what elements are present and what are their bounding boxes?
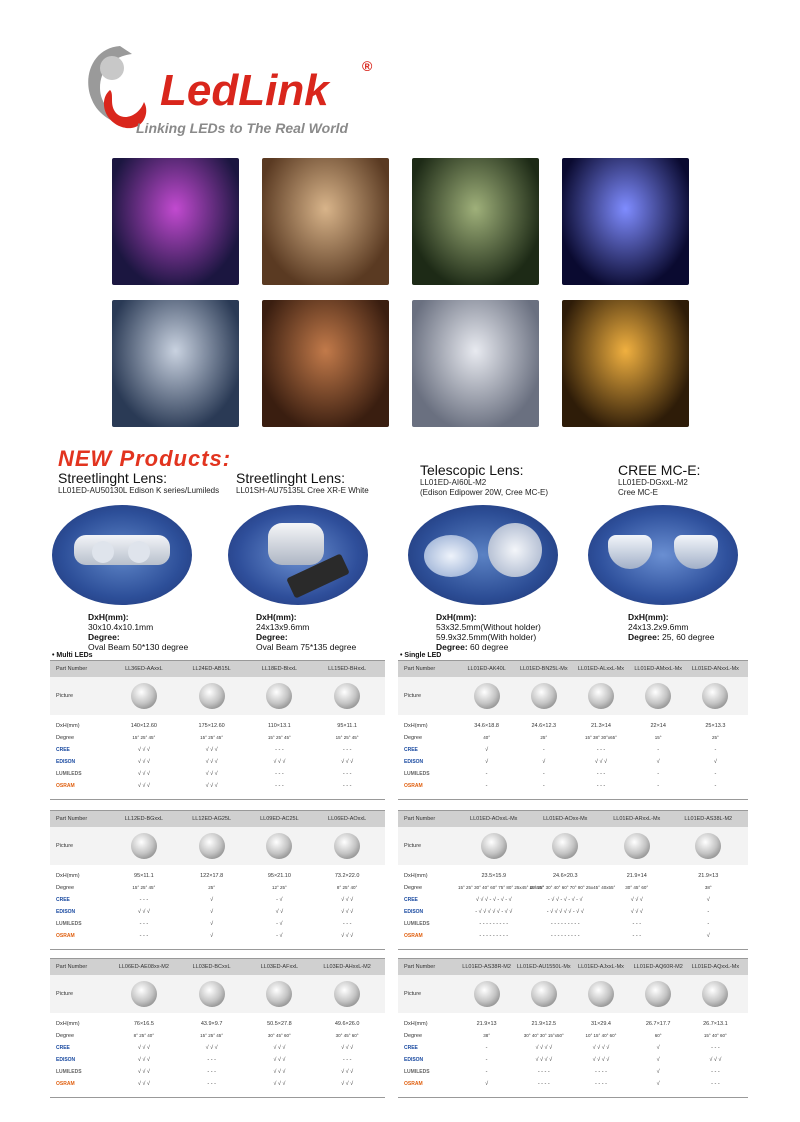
brand-logo-cree: CREE bbox=[404, 747, 418, 753]
brand-logo-osram: OSRAM bbox=[404, 1081, 423, 1087]
dxh-value: 24.6×12.3 bbox=[531, 723, 557, 729]
brand-logo-cree: CREE bbox=[56, 897, 70, 903]
brand-logo-edison: EDISON bbox=[56, 909, 76, 915]
spec-3: DxH(mm): 53x32.5mm(Without holder) 59.9x32.5mm(With holder) Degree: 60 degree bbox=[436, 612, 541, 652]
compat-osram: - - - - bbox=[595, 1081, 607, 1087]
compat-lum: - - - - bbox=[595, 1069, 607, 1075]
compat-osram: - - - bbox=[207, 1081, 216, 1087]
degree-value: 60° bbox=[654, 1033, 662, 1038]
row-label-picture: Picture bbox=[56, 693, 74, 699]
compat-cree: - bbox=[714, 747, 717, 753]
compat-cree: √ √ √ bbox=[205, 1045, 218, 1051]
compat-cree: √ √ √ √ bbox=[535, 1045, 553, 1051]
compat-edison: √ bbox=[656, 759, 660, 765]
product-sub: LL01ED-AU50130L Edison K series/Lumileds bbox=[58, 486, 220, 495]
registered-mark: ® bbox=[362, 58, 373, 74]
lens-icon bbox=[624, 833, 650, 859]
dxh-value: 140×12.60 bbox=[130, 723, 157, 729]
row-label-dxh: DxH(mm) bbox=[56, 723, 80, 729]
part-number: LL01ED-AK40L bbox=[467, 666, 506, 672]
compat-cree: √ bbox=[210, 897, 214, 903]
compat-cree: √ √ √ bbox=[273, 1045, 286, 1051]
degree-value: 8° 25° 40° bbox=[336, 885, 358, 890]
compat-osram: - - - - bbox=[537, 1081, 550, 1087]
compat-osram: √ √ √ bbox=[273, 1081, 286, 1087]
brand-logo-osram: OSRAM bbox=[404, 783, 423, 789]
degree-value: 15° 25° 45° bbox=[132, 885, 156, 890]
lens-icon bbox=[531, 981, 557, 1007]
brand-logo-lumileds: LUMILEDS bbox=[404, 1069, 430, 1075]
compat-lum: - - - bbox=[711, 1069, 720, 1075]
part-number: LL12ED-BGxxL bbox=[124, 816, 163, 822]
compat-lum: √ √ √ bbox=[137, 771, 150, 777]
brand-logo-edison: EDISON bbox=[404, 1057, 424, 1063]
degree-value: 15° bbox=[654, 735, 662, 740]
compat-lum: √ √ √ bbox=[273, 1069, 286, 1075]
row-label-picture: Picture bbox=[56, 843, 74, 849]
part-number: LL24ED-AB15L bbox=[192, 666, 231, 672]
compat-osram: - bbox=[542, 783, 545, 789]
compat-cree: √ √ √ bbox=[137, 747, 150, 753]
part-number: LL06ED-AE08xx-M2 bbox=[118, 964, 169, 970]
lens-icon bbox=[645, 683, 671, 709]
compat-lum: - bbox=[542, 771, 545, 777]
compat-lum: - √ bbox=[276, 921, 283, 927]
compat-edison: √ √ √ bbox=[709, 1057, 722, 1063]
brand-logo-cree: CREE bbox=[56, 747, 70, 753]
degree-value: 10° 15° 40° 60° bbox=[585, 1033, 617, 1038]
new-products-title: NEW Products: bbox=[58, 446, 232, 471]
picture-row bbox=[398, 975, 748, 1013]
part-number: LL01ED-AOxxL-Mx bbox=[470, 816, 518, 822]
degree-value: 30° 45° 60° bbox=[625, 885, 649, 890]
degree-value: 15° 40° 60° bbox=[703, 1033, 727, 1038]
part-number: LL01ED-ARxxL-Mx bbox=[613, 816, 661, 822]
product-sub: LL01ED-AI60L-M2 bbox=[420, 478, 487, 487]
compat-cree: √ √ √ bbox=[341, 1045, 354, 1051]
compat-edison: - √ √ √ √ √ - √ √ bbox=[546, 909, 584, 915]
dxh-value: 110×13.1 bbox=[268, 723, 291, 729]
compat-cree: - √ bbox=[276, 897, 283, 903]
product-streetlight-1 bbox=[58, 470, 219, 496]
compat-cree: - √ √ - √ - √ - √ bbox=[547, 897, 583, 903]
lens-icon bbox=[199, 981, 225, 1007]
fountain-photo bbox=[112, 158, 239, 285]
compat-osram: √ bbox=[210, 933, 214, 939]
degree-value: 30° 45° 60° bbox=[267, 1033, 291, 1038]
lens-icon bbox=[645, 981, 671, 1007]
led-lamp-closeup-photo bbox=[562, 300, 689, 427]
row-label-dxh: DxH(mm) bbox=[56, 873, 80, 879]
compat-osram: - bbox=[485, 783, 488, 789]
compat-osram: √ √ √ bbox=[341, 1081, 354, 1087]
multi-leds-title: • Multi LEDs bbox=[52, 652, 93, 659]
part-number: LL12ED-AG25L bbox=[192, 816, 232, 822]
part-number: LL01ED-AMxxL-Mx bbox=[634, 666, 683, 672]
compat-cree: √ bbox=[485, 747, 489, 753]
degree-value: 15° 25° 45° bbox=[200, 735, 224, 740]
part-number: LL01ED-AU1550L-Mx bbox=[516, 964, 571, 970]
compat-cree: - bbox=[485, 1045, 488, 1051]
part-number: LL03ED-AHxxL-M2 bbox=[323, 964, 371, 970]
compat-lum: - - - bbox=[275, 771, 284, 777]
brand-logo-lumileds: LUMILEDS bbox=[56, 1069, 82, 1075]
compat-edison: √ √ √ bbox=[205, 759, 218, 765]
row-label-dxh: DxH(mm) bbox=[404, 1021, 428, 1027]
dxh-value: 76×16.5 bbox=[133, 1021, 154, 1027]
part-number: LL01ED-AS38L-M2 bbox=[684, 816, 733, 822]
lens-icon bbox=[474, 683, 500, 709]
brand-logo-edison: EDISON bbox=[56, 759, 76, 765]
brand-logo-osram: OSRAM bbox=[56, 933, 75, 939]
compat-edison: - bbox=[485, 1057, 488, 1063]
degree-value: 15° 25° 30° 40° 60° 75° 80° 25x45° 40x55° bbox=[458, 885, 544, 890]
dxh-value: 31×29.4 bbox=[590, 1021, 611, 1027]
row-label-part: Part Number bbox=[56, 666, 88, 672]
spec-2: DxH(mm): 24x13x9.6mm Degree: Oval Beam 75*135 degree bbox=[256, 612, 357, 652]
spec-4: DxH(mm): 24x13.2x9.6mm Degree: 25, 60 degree bbox=[628, 612, 715, 642]
compat-lum: - - - bbox=[342, 921, 352, 927]
compat-edison: √ √ √ bbox=[594, 759, 608, 765]
compat-osram: - - - bbox=[711, 1081, 720, 1087]
lens-icon bbox=[131, 981, 157, 1007]
compat-edison: √ √ √ bbox=[137, 1057, 150, 1063]
brand-logo-cree: CREE bbox=[404, 897, 418, 903]
degree-value: 15° 25° 30° 40° 60° 70° 80° 25x45° 40x55° bbox=[529, 885, 616, 890]
picture-row bbox=[398, 677, 748, 715]
brand-logo-osram: OSRAM bbox=[404, 933, 423, 939]
compat-lum: - - - - bbox=[537, 1069, 550, 1075]
brand-logo-osram: OSRAM bbox=[56, 783, 75, 789]
compat-edison: √ √ √ bbox=[273, 759, 286, 765]
compat-lum: - bbox=[657, 771, 660, 777]
compat-edison: √ bbox=[656, 1057, 660, 1063]
lens-icon bbox=[131, 833, 157, 859]
spec-table bbox=[50, 958, 385, 1098]
brand-logo-cree: CREE bbox=[56, 1045, 70, 1051]
part-number: LL03ED-BCxxL bbox=[192, 964, 231, 970]
spec-table bbox=[398, 810, 748, 950]
degree-value: 15° 25° 45° bbox=[267, 735, 291, 740]
compat-cree: √ √ √ - √ - √ - √ bbox=[475, 897, 512, 903]
dxh-value: 21.9×13 bbox=[476, 1021, 497, 1027]
row-label-part: Part Number bbox=[404, 816, 436, 822]
compat-lum: - - - bbox=[139, 921, 149, 927]
degree-value: 25° bbox=[540, 735, 548, 740]
spec-table bbox=[398, 958, 748, 1098]
row-label-part: Part Number bbox=[404, 964, 436, 970]
compat-osram: - - - - - - - - - bbox=[479, 933, 509, 939]
product-sub: LL01SH-AU75135L Cree XR-E White bbox=[236, 486, 369, 495]
part-number: LL01ED-AJxxL-Mx bbox=[578, 964, 624, 970]
compat-edison: √ √ bbox=[275, 909, 284, 915]
dxh-value: 175×12.60 bbox=[198, 723, 225, 729]
part-number: LL01ED-ANxxL-Mx bbox=[691, 666, 739, 672]
compat-edison: √ √ √ bbox=[630, 909, 643, 915]
row-label-part: Part Number bbox=[56, 816, 88, 822]
compat-lum: √ √ √ bbox=[205, 771, 218, 777]
street-light-photo bbox=[412, 158, 539, 285]
product-cree-mce bbox=[618, 462, 700, 498]
compat-osram: - bbox=[657, 783, 660, 789]
compat-lum: - - - - - - - - - bbox=[479, 921, 509, 927]
lens-icon bbox=[481, 833, 507, 859]
row-label-dxh: DxH(mm) bbox=[404, 723, 428, 729]
compat-lum: - bbox=[714, 771, 717, 777]
lens-icon bbox=[334, 833, 360, 859]
brand-logo-lumileds: LUMILEDS bbox=[56, 771, 82, 777]
part-number: LL01ED-ALxxL-Mx bbox=[577, 666, 625, 672]
degree-value: 38° bbox=[483, 1033, 490, 1038]
degree-value: 25° bbox=[208, 885, 216, 890]
compat-cree: - - - bbox=[275, 747, 284, 753]
compat-cree: - - - bbox=[711, 1045, 720, 1051]
part-number: LL01ED-AOxx-Mx bbox=[543, 816, 588, 822]
compat-lum: √ √ √ bbox=[341, 1069, 354, 1075]
dxh-value: 95×11.1 bbox=[337, 723, 357, 729]
compat-lum: - - - bbox=[596, 771, 606, 777]
compat-osram: √ √ √ bbox=[205, 783, 218, 789]
store-interior-photo bbox=[262, 158, 389, 285]
dxh-value: 21.3×14 bbox=[590, 723, 611, 729]
single-led-title: • Single LED bbox=[400, 652, 442, 659]
row-label-picture: Picture bbox=[404, 991, 422, 997]
part-number: LL01ED-BN25L-Mx bbox=[519, 666, 568, 672]
dxh-value: 24.6×20.3 bbox=[552, 873, 578, 879]
degree-value: 12° 25° bbox=[271, 885, 287, 890]
brand-logo-lumileds: LUMILEDS bbox=[404, 921, 430, 927]
compat-osram: √ bbox=[485, 1081, 489, 1087]
row-label-picture: Picture bbox=[56, 991, 74, 997]
dxh-value: 25×13.3 bbox=[705, 723, 726, 729]
lens-icon bbox=[199, 833, 225, 859]
dxh-value: 43.9×9.7 bbox=[200, 1021, 223, 1027]
compat-edison: √ √ √ bbox=[137, 759, 150, 765]
compat-osram: - √ bbox=[276, 933, 283, 939]
compat-cree: √ √ √ √ bbox=[592, 1045, 610, 1051]
brand-logo bbox=[80, 38, 400, 148]
product-streetlight-2 bbox=[236, 470, 369, 496]
part-number: LL03ED-AFxxL bbox=[260, 964, 299, 970]
part-number: LL01ED-AQ60R-M2 bbox=[633, 964, 683, 970]
lens-icon bbox=[334, 981, 360, 1007]
lens-icon bbox=[131, 683, 157, 709]
degree-value: 30° 45° 60° bbox=[335, 1033, 359, 1038]
dxh-value: 22×14 bbox=[650, 723, 666, 729]
compat-edison: √ bbox=[542, 759, 546, 765]
compat-osram: √ bbox=[656, 1081, 660, 1087]
spec-table bbox=[50, 810, 385, 950]
part-number: LL36ED-AAxxL bbox=[125, 666, 163, 672]
degree-value: 15° 38° 30°x65° bbox=[584, 735, 617, 740]
compat-osram: - - - - - - - - - bbox=[550, 933, 580, 939]
product-name: CREE MC-E: bbox=[618, 462, 701, 478]
compat-osram: - - - bbox=[596, 783, 606, 789]
lens-icon bbox=[531, 683, 557, 709]
compat-osram: √ √ √ bbox=[137, 1081, 150, 1087]
showroom-photo bbox=[112, 300, 239, 427]
dxh-value: 23.5×15.9 bbox=[481, 873, 507, 879]
compat-osram: √ √ √ bbox=[341, 933, 354, 939]
compat-lum: - bbox=[485, 771, 488, 777]
dxh-value: 21.9×13 bbox=[698, 873, 719, 879]
compat-edison: √ bbox=[713, 759, 717, 765]
product-name: Telescopic Lens: bbox=[420, 462, 524, 478]
dxh-value: 95×11.1 bbox=[134, 873, 154, 879]
dxh-value: 49.6×26.0 bbox=[334, 1021, 360, 1027]
compat-cree: √ √ √ bbox=[137, 1045, 150, 1051]
compat-cree: √ √ √ bbox=[205, 747, 218, 753]
compat-lum: - - - bbox=[207, 1069, 216, 1075]
row-label-degree: Degree bbox=[56, 885, 75, 891]
compat-cree: √ bbox=[706, 897, 710, 903]
dxh-value: 95×21.10 bbox=[267, 873, 291, 879]
row-label-dxh: DxH(mm) bbox=[56, 1021, 80, 1027]
row-label-degree: Degree bbox=[404, 735, 423, 741]
degree-value: 15° 25° 45° bbox=[200, 1033, 224, 1038]
compat-edison: - √ √ √ √ √ - √ √ bbox=[475, 909, 513, 915]
degree-value: 30° 40° 30° 15°x50° bbox=[523, 1033, 564, 1038]
brand-logo-lumileds: LUMILEDS bbox=[404, 771, 430, 777]
degree-value: 15° 25° 45° bbox=[132, 735, 156, 740]
compat-edison: - - - bbox=[207, 1057, 216, 1063]
compat-cree: √ √ √ bbox=[630, 897, 643, 903]
spec-table bbox=[50, 660, 385, 800]
lens-icon bbox=[474, 981, 500, 1007]
compat-lum: - - - - - - - - - bbox=[550, 921, 580, 927]
product-sub: Cree MC-E bbox=[618, 488, 659, 497]
compat-edison: √ √ √ √ bbox=[592, 1057, 610, 1063]
brand-logo-edison: EDISON bbox=[56, 1057, 76, 1063]
dxh-value: 26.7×13.1 bbox=[703, 1021, 728, 1027]
compat-lum: √ bbox=[656, 1069, 660, 1075]
streetlight-lens-1-photo bbox=[52, 505, 192, 605]
compat-osram: √ bbox=[706, 933, 710, 939]
dxh-value: 50.5×27.8 bbox=[267, 1021, 292, 1027]
row-label-picture: Picture bbox=[404, 693, 422, 699]
part-number: LL01ED-AQxxL-Mx bbox=[691, 964, 740, 970]
dxh-value: 122×17.8 bbox=[200, 873, 224, 879]
row-label-degree: Degree bbox=[56, 1033, 75, 1039]
dxh-value: 21.9×12.5 bbox=[531, 1021, 557, 1027]
brand-logo-osram: OSRAM bbox=[56, 1081, 75, 1087]
compat-cree: √ bbox=[656, 1045, 660, 1051]
streetlight-lens-2-photo bbox=[228, 505, 368, 605]
brand-logo-lumileds: LUMILEDS bbox=[56, 921, 82, 927]
row-label-dxh: DxH(mm) bbox=[404, 873, 428, 879]
compat-lum: - - - bbox=[632, 921, 642, 927]
compat-edison: √ √ √ bbox=[137, 909, 150, 915]
compat-osram: - - - bbox=[632, 933, 642, 939]
jewelry-display-photo bbox=[262, 300, 389, 427]
brand-logo-cree: CREE bbox=[404, 1045, 418, 1051]
compat-osram: - bbox=[714, 783, 717, 789]
row-label-degree: Degree bbox=[56, 735, 75, 741]
degree-value: 40° bbox=[483, 735, 490, 740]
brand-logo-edison: EDISON bbox=[404, 909, 424, 915]
dxh-value: 34.6×18.8 bbox=[474, 723, 499, 729]
degree-value: 38° bbox=[704, 885, 712, 890]
row-label-degree: Degree bbox=[404, 885, 423, 891]
compat-osram: - - - bbox=[342, 783, 352, 789]
compat-edison: √ √ √ bbox=[341, 909, 354, 915]
product-telescopic bbox=[420, 462, 548, 498]
compat-osram: - - - bbox=[139, 933, 149, 939]
compat-lum: √ bbox=[210, 921, 214, 927]
compat-cree: - - - bbox=[596, 747, 606, 753]
brand-name: LedLink bbox=[160, 66, 329, 115]
product-name: Streetlinght Lens: bbox=[236, 470, 345, 486]
lens-icon bbox=[588, 981, 614, 1007]
telescopic-lens-photo bbox=[408, 505, 558, 605]
compat-edison: √ √ √ bbox=[273, 1057, 286, 1063]
compat-lum: - bbox=[707, 921, 710, 927]
compat-edison: √ √ √ √ bbox=[535, 1057, 553, 1063]
spec-1: DxH(mm): 30x10.4x10.1mm Degree: Oval Beam 50*130 degree bbox=[88, 612, 189, 652]
compat-edison: √ √ √ bbox=[341, 759, 354, 765]
row-label-part: Part Number bbox=[404, 666, 436, 672]
row-label-part: Part Number bbox=[56, 964, 88, 970]
product-sub: (Edison Edipower 20W, Cree MC-E) bbox=[420, 488, 549, 497]
spec-table bbox=[398, 660, 748, 800]
compat-cree: - bbox=[657, 747, 660, 753]
lens-icon bbox=[588, 683, 614, 709]
wang-pin-diamond-photo bbox=[412, 300, 539, 427]
compat-lum: - bbox=[485, 1069, 488, 1075]
compat-cree: - - - bbox=[342, 747, 352, 753]
part-number: LL01ED-AS38R-M2 bbox=[462, 964, 511, 970]
brand-tagline: Linking LEDs to The Real World bbox=[136, 120, 349, 136]
compat-edison: √ bbox=[210, 909, 214, 915]
row-label-degree: Degree bbox=[404, 1033, 423, 1039]
row-label-picture: Picture bbox=[404, 843, 422, 849]
lens-icon bbox=[199, 683, 225, 709]
compat-edison: √ bbox=[485, 759, 489, 765]
compat-lum: √ √ √ bbox=[137, 1069, 150, 1075]
compat-osram: - - - bbox=[275, 783, 284, 789]
dxh-value: 73.2×22.0 bbox=[334, 873, 360, 879]
compat-cree: - - - bbox=[139, 897, 149, 903]
degree-value: 25° bbox=[711, 735, 719, 740]
dxh-value: 26.7×17.7 bbox=[645, 1021, 671, 1027]
part-number: LL18ED-BlxxL bbox=[261, 666, 297, 672]
led-modules-photo bbox=[562, 158, 689, 285]
compat-lum: - - - bbox=[342, 771, 352, 777]
part-number: LL15ED-BHxxL bbox=[328, 666, 367, 672]
degree-value: 15° 25° 45° bbox=[335, 735, 359, 740]
part-number: LL06ED-AOxxL bbox=[328, 816, 367, 822]
compat-edison: - - - bbox=[342, 1057, 352, 1063]
compat-osram: √ √ √ bbox=[137, 783, 150, 789]
compat-edison: - bbox=[707, 909, 710, 915]
cree-mce-lens-photo bbox=[588, 505, 738, 605]
degree-value: 8° 25° 40° bbox=[133, 1033, 155, 1038]
compat-cree: - bbox=[542, 747, 545, 753]
product-name: Streetlinght Lens: bbox=[58, 470, 167, 486]
part-number: LL09ED-AC25L bbox=[260, 816, 299, 822]
brand-logo-edison: EDISON bbox=[404, 759, 424, 765]
compat-cree: √ √ √ bbox=[341, 897, 354, 903]
product-sub: LL01ED-DGxxL-M2 bbox=[618, 478, 688, 487]
dxh-value: 21.9×14 bbox=[626, 873, 647, 879]
lens-icon bbox=[334, 683, 360, 709]
